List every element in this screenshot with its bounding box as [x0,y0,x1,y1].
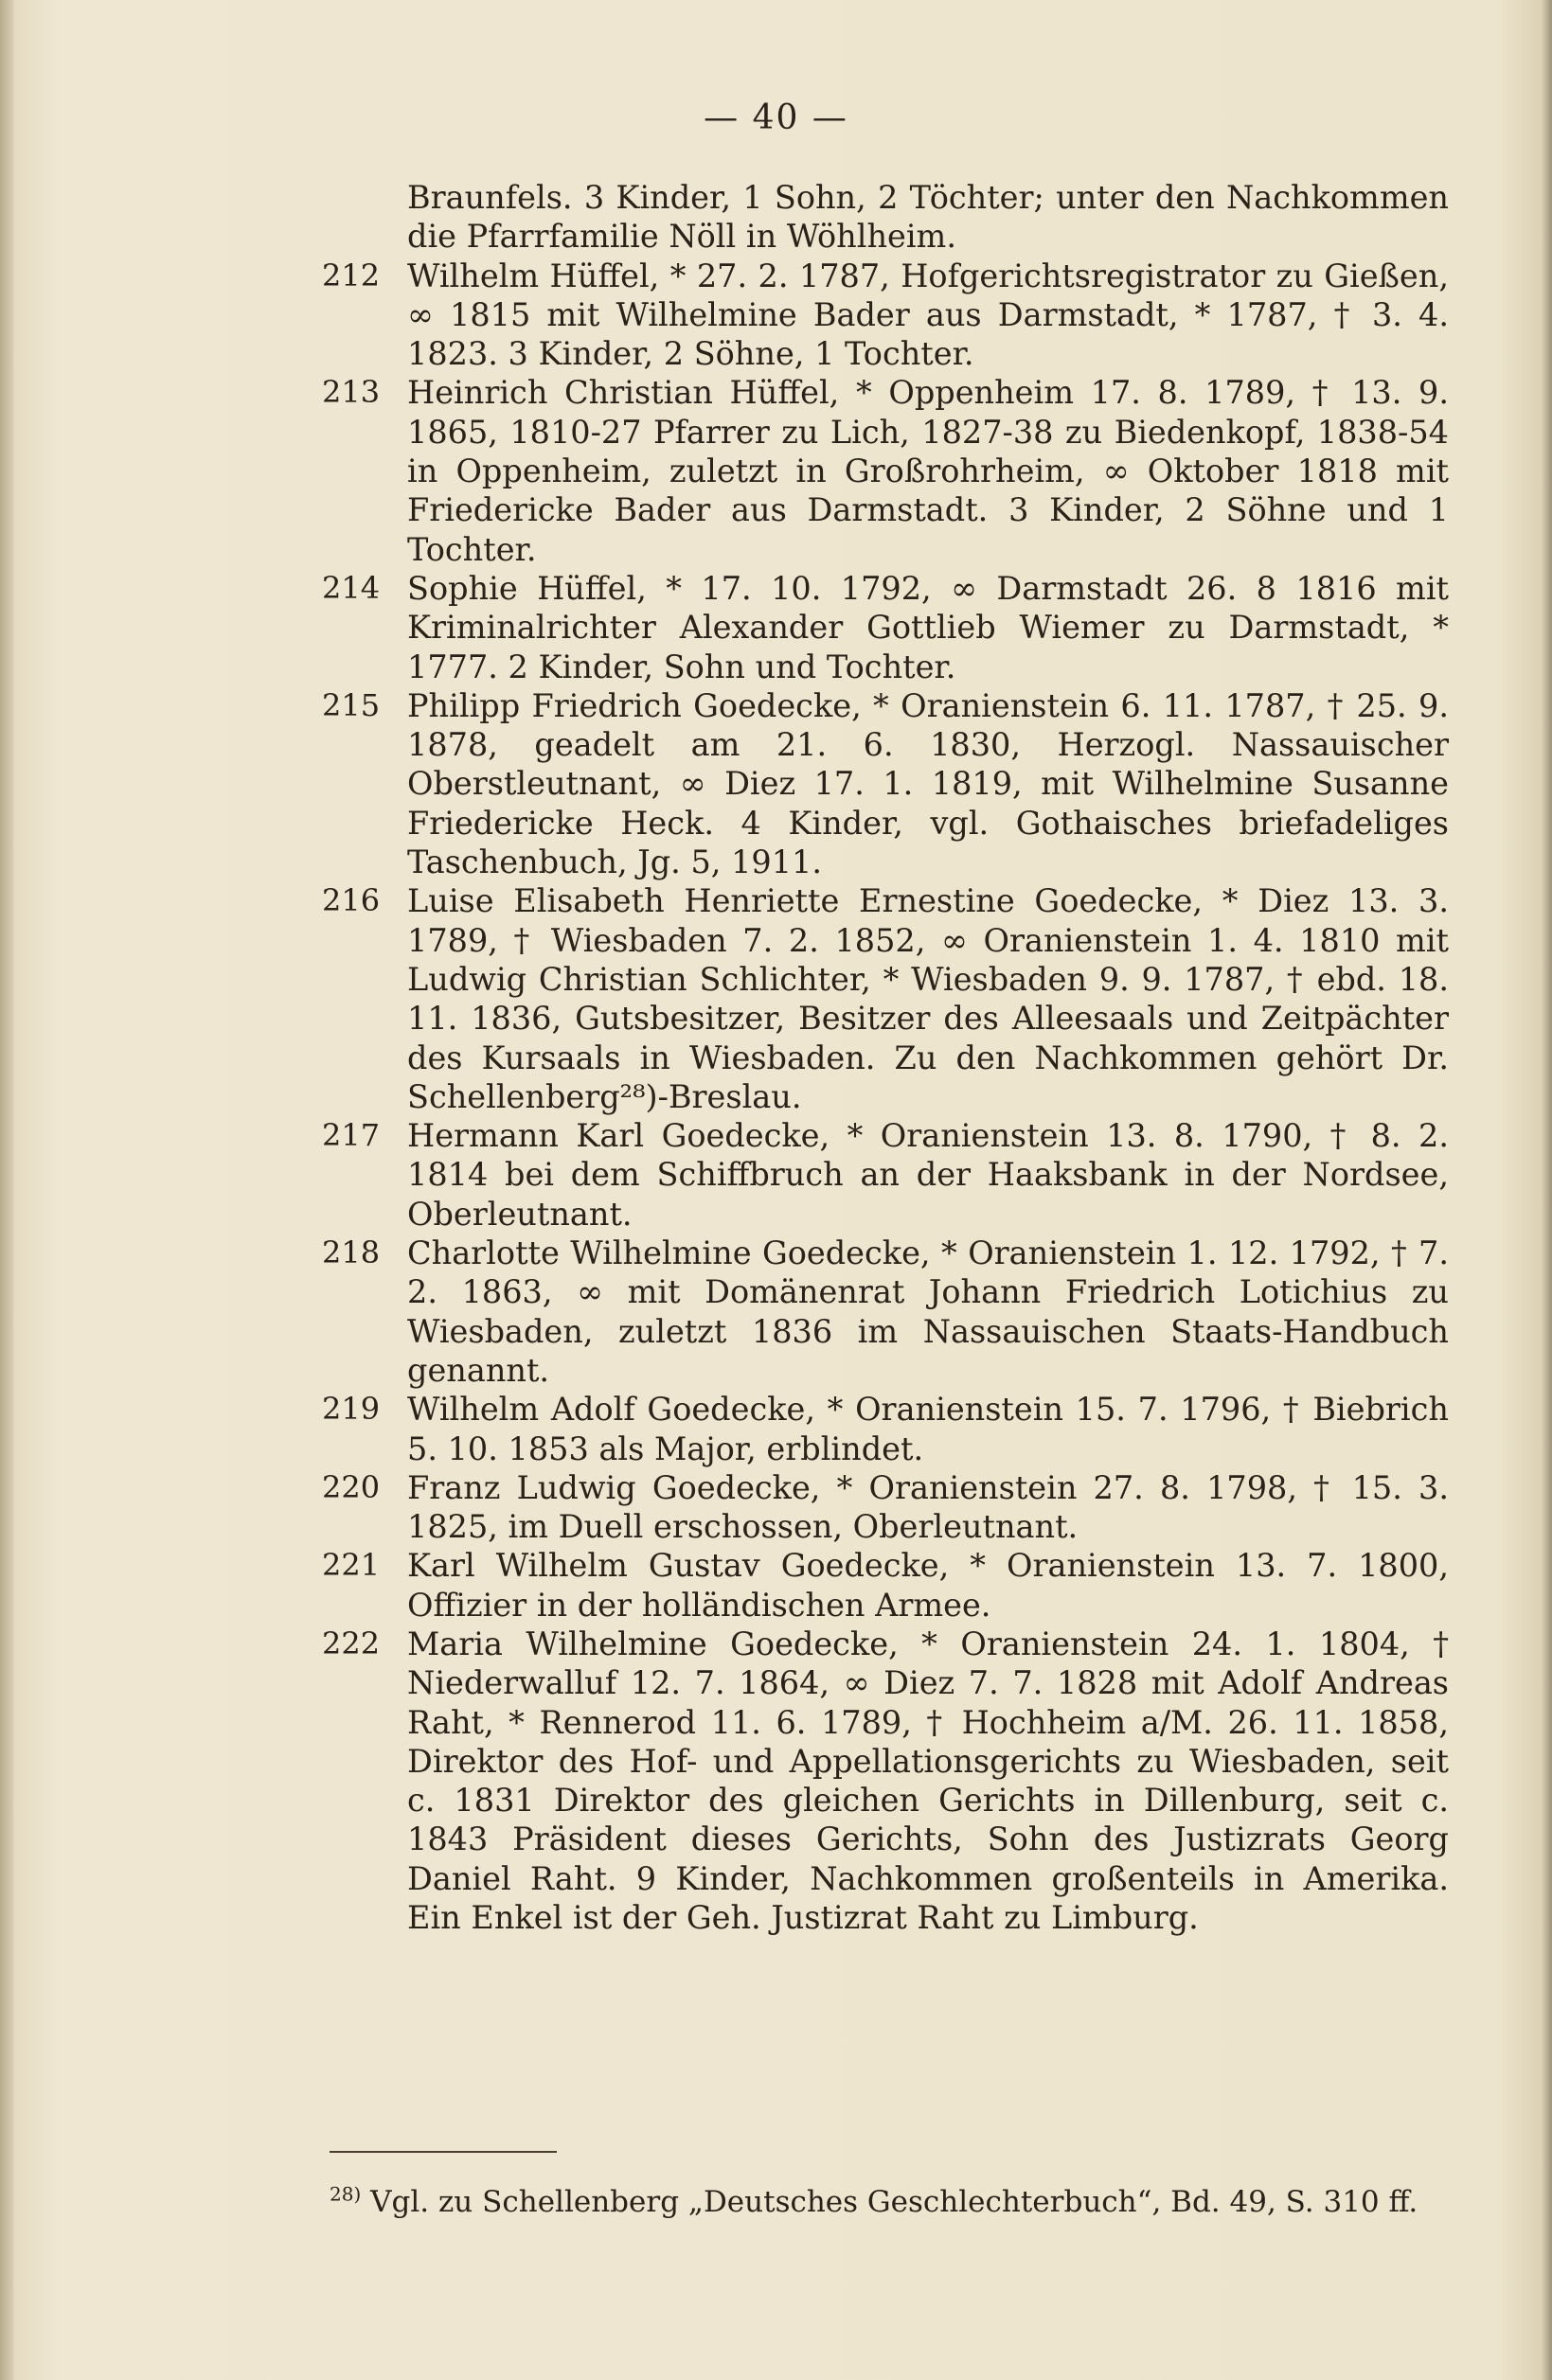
entry-number: 215 [322,686,381,723]
footnote-marker: 28) [330,2182,362,2206]
entry-221 [322,1546,1449,1625]
entry-number: 214 [322,569,381,606]
entry-text: Charlotte Wilhelmine Goedecke, * Oranienstein 1. 12. 1792, † 7. 2. 1863, ∞ mit Domänenrat Johann Friedrich Lotichius zu Wiesbaden, zuletzt 1836 im Nassauischen Staats-Handbuch genannt. [407,1234,1449,1389]
entry-222 [322,1625,1449,1937]
entry-number: 217 [322,1117,381,1154]
entry-number: 219 [322,1391,381,1428]
page-edge-right [1541,0,1552,2380]
entry-number: 216 [322,882,381,919]
page-edge-left [0,0,13,2380]
entry-218 [322,1234,1449,1390]
entry-216 [322,881,1449,1116]
entry-text: Karl Wilhelm Gustav Goedecke, * Oranienstein 13. 7. 1800, Offizier in der holländischen Armee. [407,1547,1449,1624]
entry-213 [322,373,1449,568]
entry-text: Hermann Karl Goedecke, * Oranienstein 13. 8. 1790, † 8. 2. 1814 bei dem Schiffbruch an der Haaksbank in der Nordsee, Oberleutnant. [407,1117,1449,1233]
entry-number: 213 [322,374,381,411]
entry-text: Heinrich Christian Hüffel, * Oppenheim 17. 8. 1789, † 13. 9. 1865, 1810-27 Pfarrer zu Lich, 1827-38 zu Biedenkopf, 1838-54 in Oppenheim, zuletzt in Großrohrheim, ∞ Oktober 1818 mit Friedericke Bader aus Darmstadt. 3 Kinder, 2 Söhne und 1 Tochter. [407,374,1449,568]
genealogy-text [322,178,1449,1937]
entry-text: Wilhelm Hüffel, * 27. 2. 1787, Hofgerichtsregistrator zu Gießen, ∞ 1815 mit Wilhelmine Bader aus Darmstadt, * 1787, † 3. 4. 1823. 3 Kinder, 2 Söhne, 1 Tochter. [407,257,1449,373]
entry-text: Luise Elisabeth Henriette Ernestine Goedecke, * Diez 13. 3. 1789, † Wiesbaden 7. 2. 1852, ∞ Oranienstein 1. 4. 1810 mit Ludwig Christian Schlichter, * Wiesbaden 9. 9. 1787, † ebd. 18. 11. 1836, Gutsbesitzer, Besitzer des Alleesaals und Zeitpächter des Kursaals in Wiesbaden. Zu den Nachkommen gehört Dr. Schellenberg²⁸)-Breslau. [407,882,1449,1115]
entry-number: 222 [322,1625,381,1661]
entry-217 [322,1116,1449,1234]
entry-212 [322,257,1449,374]
entry-text: Wilhelm Adolf Goedecke, * Oranienstein 15. 7. 1796, † Biebrich 5. 10. 1853 als Major, erblindet. [407,1391,1449,1467]
entry-number: 220 [322,1468,381,1505]
entry-text: Maria Wilhelmine Goedecke, * Oranienstein 24. 1. 1804, † Niederwalluf 12. 7. 1864, ∞ Diez 7. 7. 1828 mit Adolf Andreas Raht, * Rennerod 11. 6. 1789, † Hochheim a/M. 26. 11. 1858, Direktor des Hof- und Appellationsgerichts zu Wiesbaden, seit c. 1831 Direktor des gleichen Gerichts in Dillenburg, seit c. 1843 Präsident dieses Gerichts, Sohn des Justizrats Georg Daniel Raht. 9 Kinder, Nachkommen großenteils in Amerika. Ein Enkel ist der Geh. Justizrat Raht zu Limburg. [407,1625,1449,1937]
entry-number: 212 [322,257,381,293]
entry-215 [322,686,1449,881]
entry-number: 218 [322,1234,381,1271]
entry-219 [322,1390,1449,1468]
entry-text: Franz Ludwig Goedecke, * Oranienstein 27. 8. 1798, † 15. 3. 1825, im Duell erschossen, Oberleutnant. [407,1468,1449,1546]
footnote-divider [330,2151,557,2153]
page-number: — 40 — [704,98,848,137]
entry-number: 221 [322,1547,381,1584]
entry-214 [322,569,1449,686]
footnote [330,2183,1466,2221]
footnote-text: Vgl. zu Schellenberg „Deutsches Geschlechterbuch“, Bd. 49, S. 310 ff. [370,2185,1418,2219]
entry-text: Philipp Friedrich Goedecke, * Oranienstein 6. 11. 1787, † 25. 9. 1878, geadelt am 21. 6. 1830, Herzogl. Nassauischer Oberstleutnant, ∞ Diez 17. 1. 1819, mit Wilhelmine Susanne Friedericke Heck. 4 Kinder, vgl. Gothaisches briefadeliges Taschenbuch, Jg. 5, 1911. [407,686,1449,881]
intro-paragraph: Braunfels. 3 Kinder, 1 Sohn, 2 Töchter; unter den Nachkommen die Pfarrfamilie Nöll in Wöhlheim. [407,179,1449,256]
entry-text: Sophie Hüffel, * 17. 10. 1792, ∞ Darmstadt 26. 8 1816 mit Kriminalrichter Alexander Gottlieb Wiemer zu Darmstadt, * 1777. 2 Kinder, Sohn und Tochter. [407,569,1449,685]
entry-220 [322,1468,1449,1547]
